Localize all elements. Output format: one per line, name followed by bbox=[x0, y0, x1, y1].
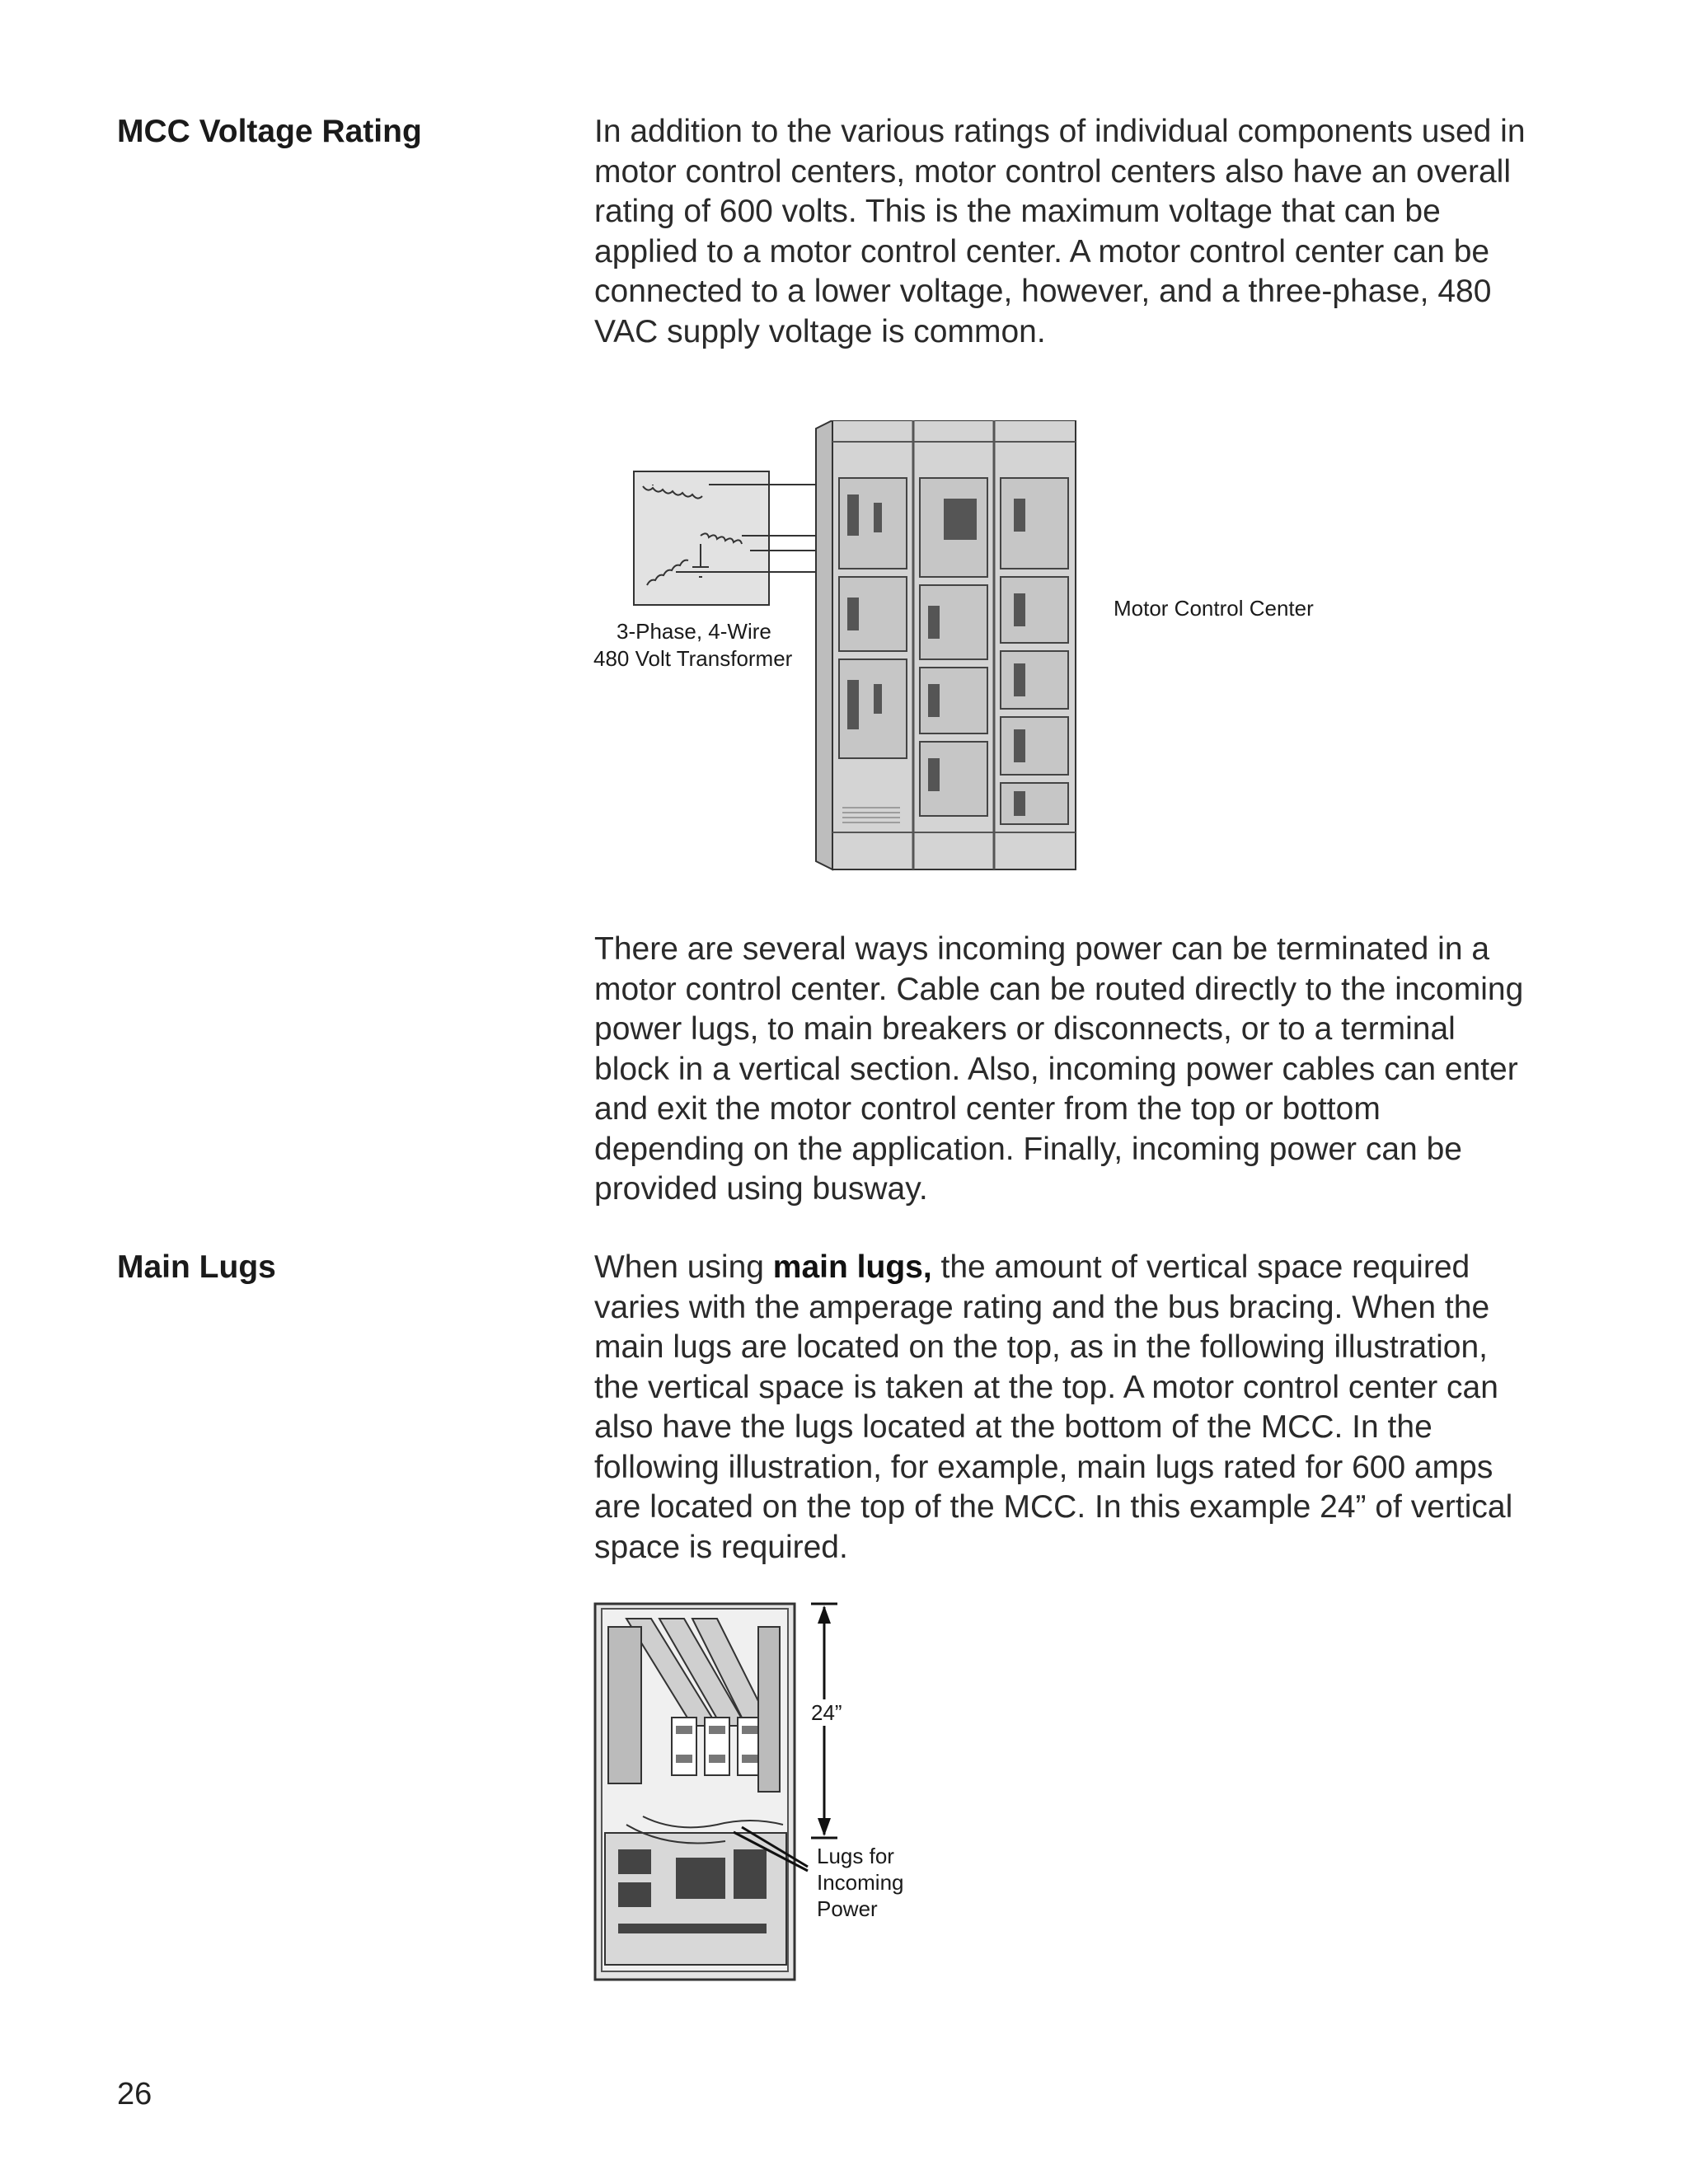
page-number: 26 bbox=[117, 2077, 152, 2111]
section-heading-main-lugs: Main Lugs bbox=[117, 1249, 276, 1285]
lugs-label-line1: Lugs for bbox=[817, 1844, 894, 1868]
main-lugs-term: main lugs, bbox=[772, 1249, 932, 1285]
transformer-label-line1: 3-Phase, 4-Wire bbox=[617, 619, 771, 644]
paragraph-termination: There are several ways incoming power can be terminated in a motor control center. Cable can be routed directly to the incoming power lugs, to main breakers or disconnects, or to a terminal block in a vertical section. Also, incoming power cables can enter and exit the motor control center from the top or bottom depending on the application. Finally, incoming power can be provided using busway. bbox=[594, 931, 1524, 1207]
paragraph-voltage-rating: In addition to the various ratings of individual components used in motor control centers, motor control centers also have an overall rating of 600 volts. This is the maximum voltage that can be applied to a motor control center. A motor control center can be connected to a lower voltage, however, and a three-phase, 480 VAC supply voltage is common. bbox=[594, 114, 1526, 349]
lugs-label-line2: Incoming bbox=[817, 1870, 904, 1895]
para-prefix: When using bbox=[594, 1249, 773, 1285]
dimension-label: 24” bbox=[811, 1700, 842, 1725]
main-lugs-illustration bbox=[593, 1602, 808, 1981]
transformer-label-line2: 480 Volt Transformer bbox=[593, 646, 793, 671]
mcc-label: Motor Control Center bbox=[1114, 596, 1314, 621]
section-heading-voltage-rating: MCC Voltage Rating bbox=[117, 114, 422, 149]
lugs-label-line3: Power bbox=[817, 1896, 878, 1921]
para-rest: the amount of vertical space required varies with the amperage rating and the bus bracing. When the main lugs are located on the top, as in the following illustration, the vertical space is taken at the top. A motor control center can also have the lugs located at the bottom of the MCC. In the following illustration, for example, main lugs rated for 600 amps are located on the top of the MCC. In this example 24” of vertical space is required. bbox=[594, 1249, 1513, 1565]
paragraph-main-lugs bbox=[594, 1248, 1534, 1568]
lugs-leader-lines bbox=[725, 1825, 824, 1900]
